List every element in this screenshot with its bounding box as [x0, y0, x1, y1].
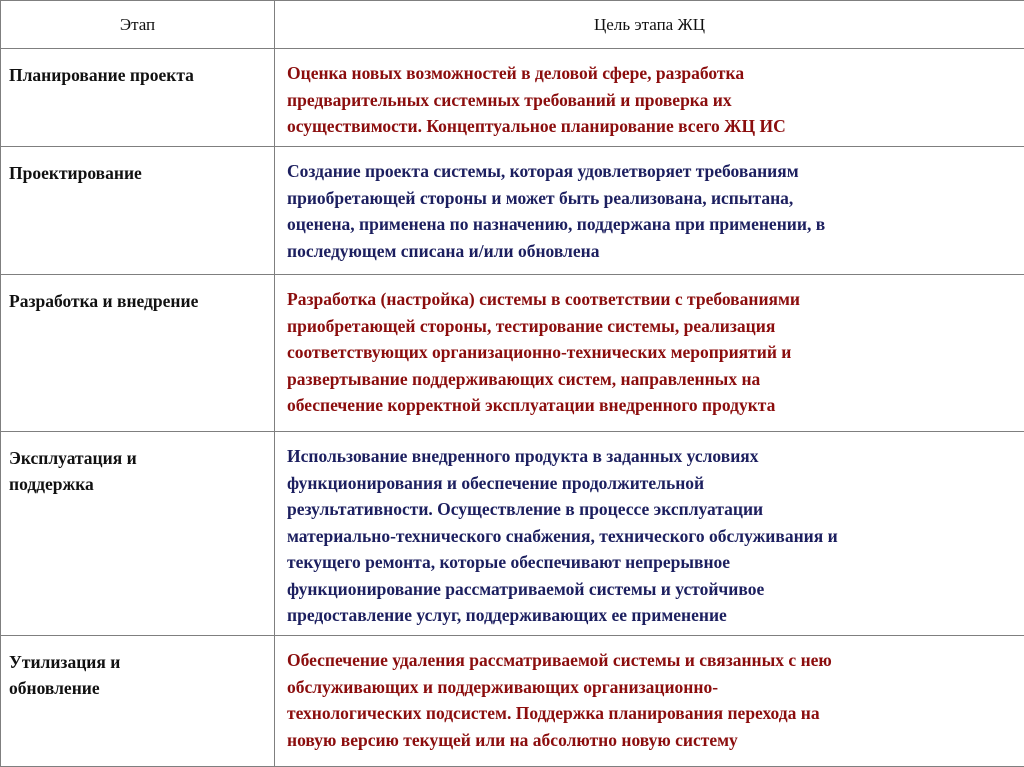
goal-line: Создание проекта системы, которая удовлетворяет требованиям	[287, 161, 799, 181]
header-goal: Цель этапа ЖЦ	[275, 1, 1024, 49]
goal-line: оценена, применена по назначению, поддержана при применении, в	[287, 214, 826, 234]
goal-line: новую версию текущей или на абсолютно новую систему	[287, 729, 738, 750]
stage-name-line: обновление	[9, 678, 100, 698]
goal-line: функционирование рассматриваемой системы и устойчивое	[287, 578, 765, 599]
stage-name-line: поддержка	[9, 474, 94, 494]
goal-line: технологических подсистем. Поддержка планирования перехода на	[287, 703, 820, 723]
goal-line: обеспечение корректной эксплуатации внедренного продукта	[287, 395, 776, 415]
table-row	[1, 432, 1024, 636]
header-row	[1, 1, 1024, 49]
stage-cell	[1, 147, 275, 275]
stage-cell	[1, 275, 275, 432]
goal-cell	[275, 432, 1024, 636]
goal-line: текущего ремонта, которые обеспечивают непрерывное	[287, 552, 731, 572]
table-row	[1, 636, 1024, 767]
goal-line: предоставление услуг, поддерживающих ее применение	[287, 605, 727, 625]
table-row	[1, 147, 1024, 275]
goal-line: Оценка новых возможностей в деловой сфере, разработка	[287, 63, 745, 83]
goal-cell	[275, 49, 1024, 147]
stage-cell	[1, 49, 275, 147]
stage-name-line: Утилизация и	[9, 652, 121, 672]
table-row	[1, 49, 1024, 147]
goal-line: Обеспечение удаления рассматриваемой системы и связанных с нею	[287, 650, 832, 670]
goal-line: предварительных системных требований и проверка их	[287, 89, 732, 110]
goal-line: последующем списана и/или обновлена	[287, 240, 600, 261]
goal-line: осуществимости. Концептуальное планирование всего ЖЦ ИС	[287, 116, 786, 136]
goal-line: результативности. Осуществление в процессе эксплуатации	[287, 499, 764, 519]
goal-line: обслуживающих и поддерживающих организационно-	[287, 676, 719, 697]
goal-cell	[275, 147, 1024, 275]
table-row	[1, 275, 1024, 432]
stage-name-line: Эксплуатация и	[9, 448, 137, 468]
goal-line: соответствующих организационно-технических мероприятий и	[287, 342, 792, 362]
stage-cell	[1, 636, 275, 767]
stage-name: Планирование проекта	[9, 65, 194, 85]
goal-line: приобретающей стороны и может быть реализована, испытана,	[287, 187, 794, 208]
stage-name: Разработка и внедрение	[9, 291, 199, 311]
goal-cell	[275, 636, 1024, 767]
goal-line: Разработка (настройка) системы в соответствии с требованиями	[287, 289, 801, 309]
goal-line: материально-технического снабжения, технического обслуживания и	[287, 525, 838, 546]
goal-line: развертывание поддерживающих систем, направленных на	[287, 368, 761, 389]
goal-line: приобретающей стороны, тестирование системы, реализация	[287, 315, 776, 336]
header-stage: Этап	[1, 1, 275, 49]
stage-name: Проектирование	[9, 163, 142, 183]
goal-line: функционирования и обеспечение продолжительной	[287, 472, 705, 493]
goal-cell	[275, 275, 1024, 432]
goal-line: Использование внедренного продукта в заданных условиях	[287, 446, 759, 466]
stage-cell	[1, 432, 275, 636]
